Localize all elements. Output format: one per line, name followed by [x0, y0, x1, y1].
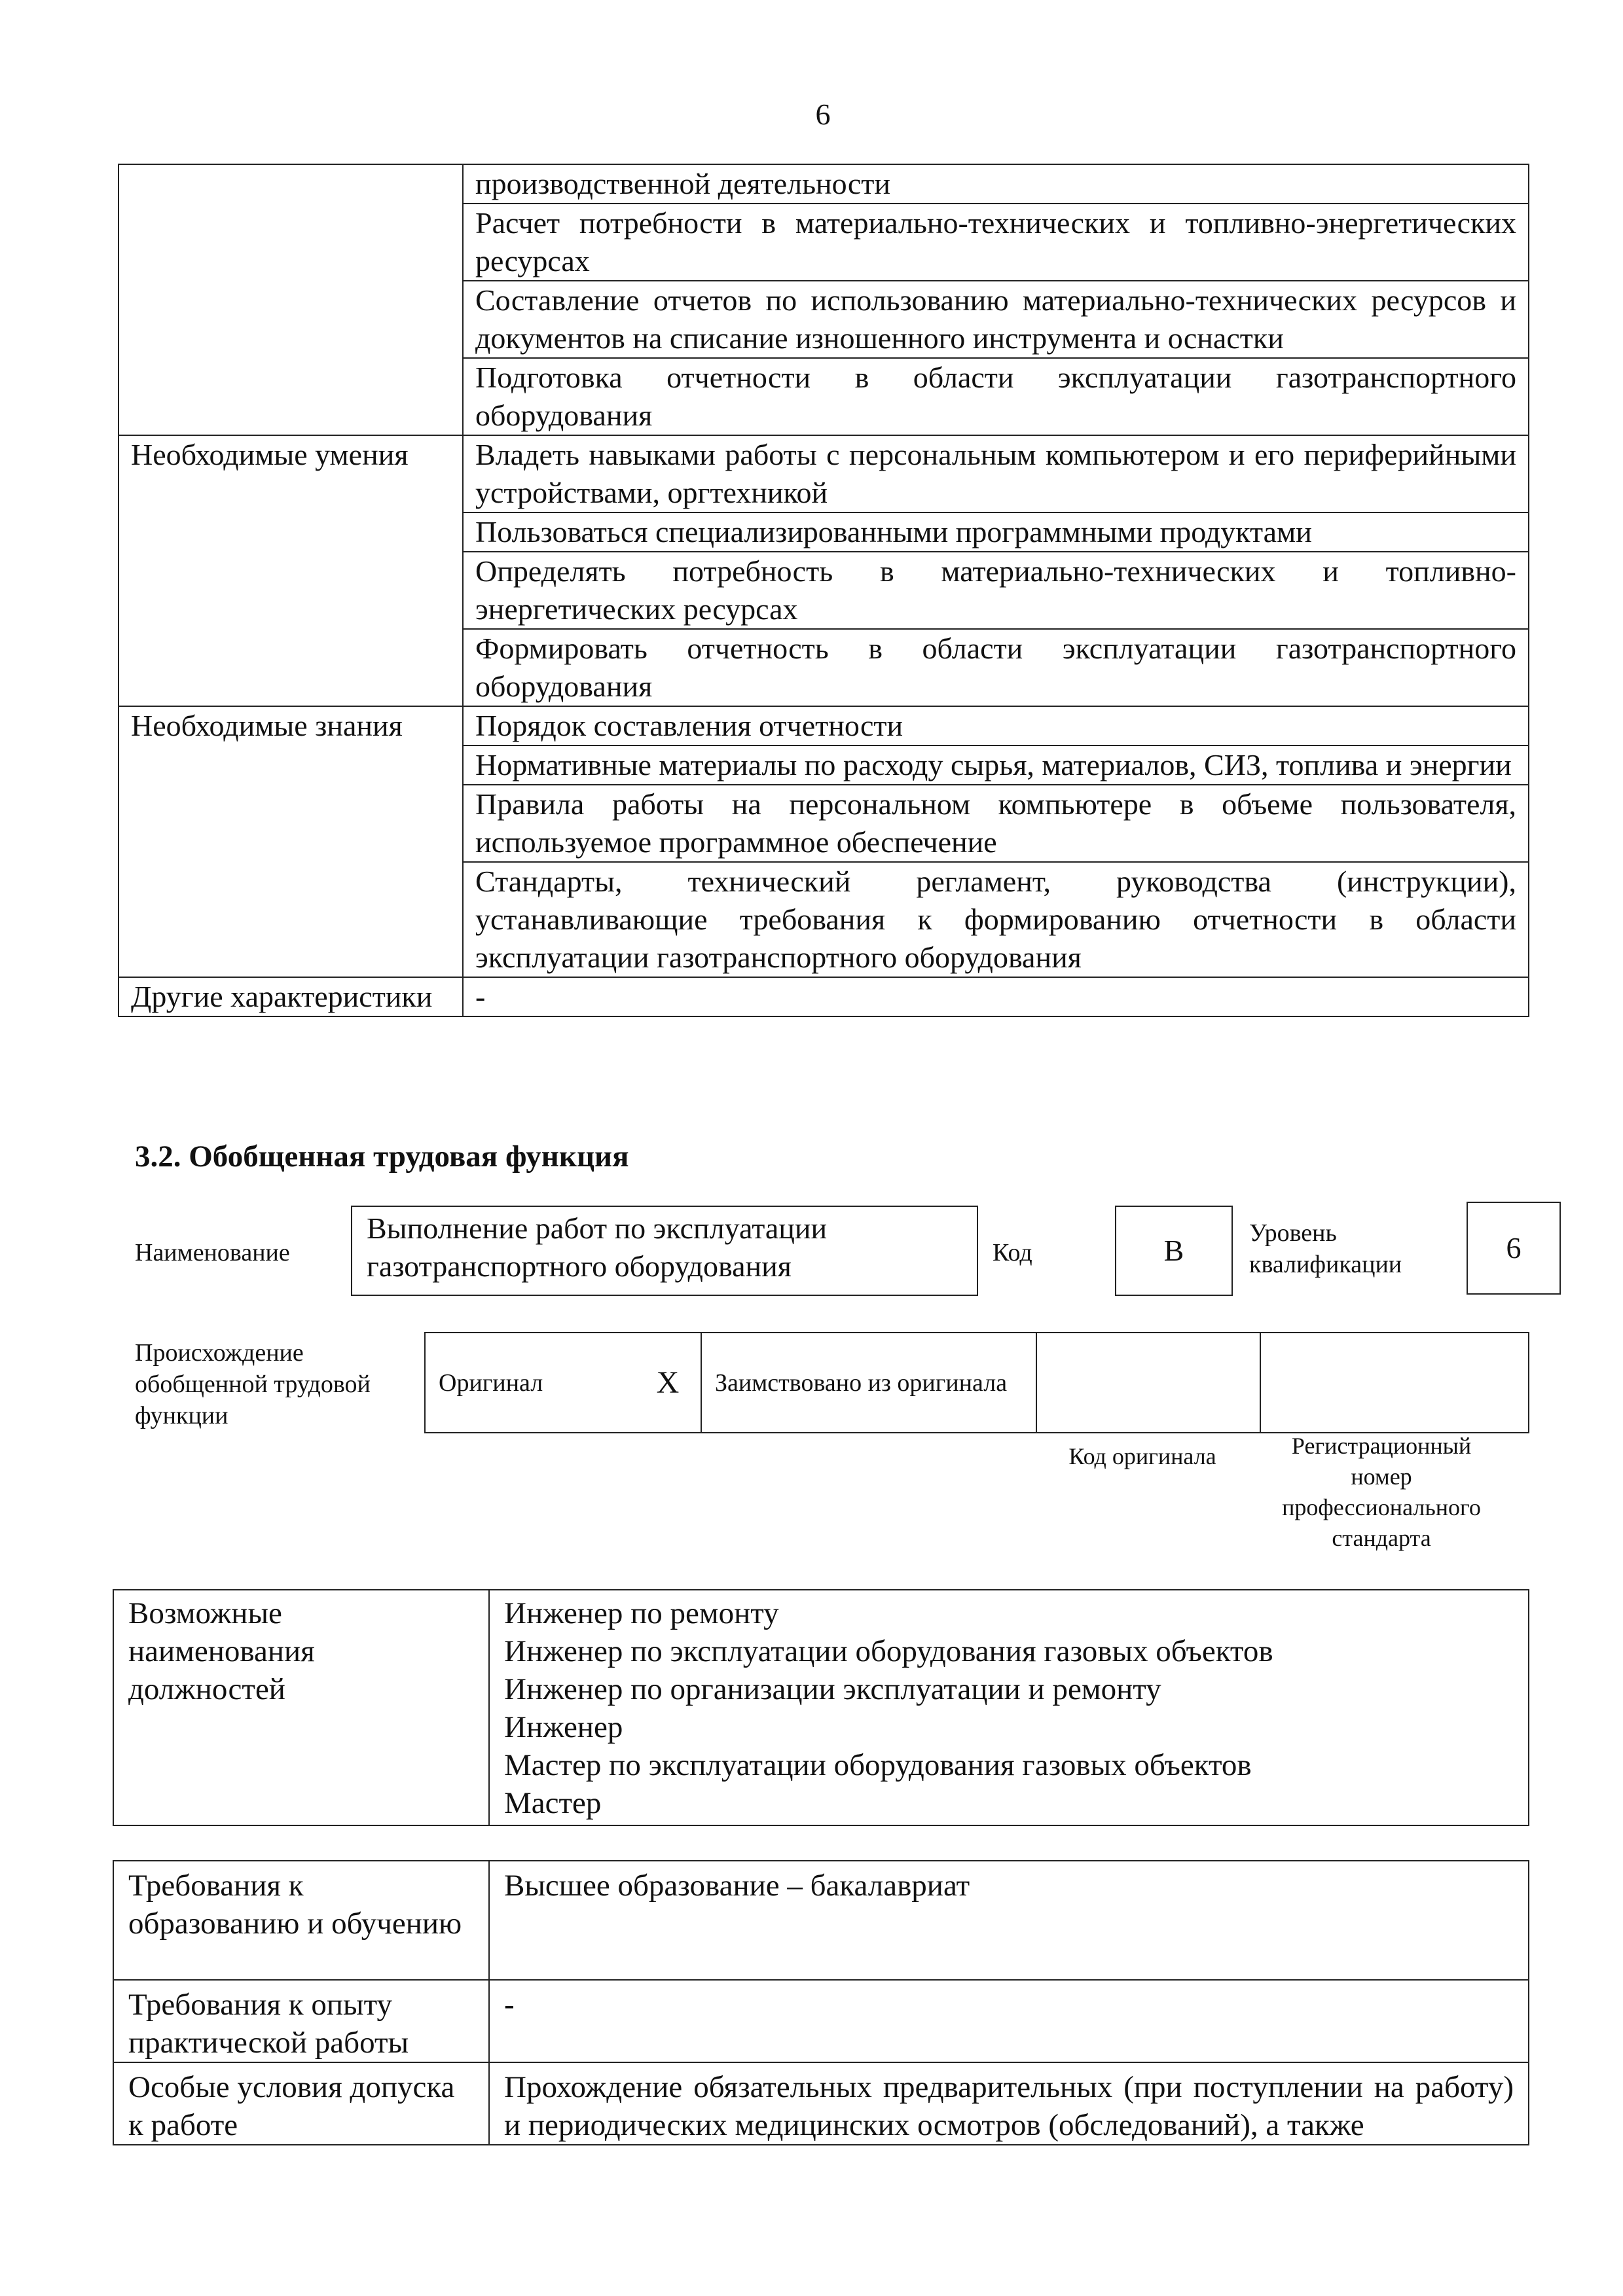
- table-cell: Порядок составления отчетности: [463, 706, 1529, 745]
- table-cell: Составление отчетов по использованию материально-технических ресурсов и документов на списание изношенного инструмента и оснастки: [463, 281, 1529, 358]
- name-value-box: Выполнение работ по эксплуатации газотранспортного оборудования: [351, 1206, 978, 1296]
- table-cell: Правила работы на персональном компьютере в объеме пользователя, используемое программное обеспечение: [463, 785, 1529, 862]
- list-item: Инженер по организации эксплуатации и ремонту: [504, 1672, 1161, 1706]
- row-label-skills: Необходимые умения: [119, 435, 463, 706]
- section-heading: 3.2. Обобщенная трудовая функция: [135, 1139, 629, 1174]
- list-item: Инженер по ремонту: [504, 1596, 779, 1630]
- table-cell: Пользоваться специализированными программными продуктами: [463, 512, 1529, 552]
- original-label: Оригинал: [425, 1333, 635, 1433]
- table-cell: Подготовка отчетности в области эксплуатации газотранспортного оборудования: [463, 358, 1529, 435]
- skills-knowledge-table: [118, 164, 1529, 1017]
- origin-table: [424, 1332, 1529, 1433]
- table-cell: Определять потребность в материально-технических и топливно-энергетических ресурсах: [463, 552, 1529, 629]
- code-caption: Код оригинала: [1068, 1443, 1216, 1469]
- level-label: Уровень квалификации: [1249, 1219, 1402, 1278]
- table-cell: -: [463, 977, 1529, 1016]
- list-item: Инженер по эксплуатации оборудования газовых объектов: [504, 1634, 1273, 1668]
- page-number: 6: [815, 98, 831, 131]
- req-value: Прохождение обязательных предварительных (при поступлении на работу) и периодических медицинских осмотров (обследований), а также: [489, 2062, 1529, 2145]
- level-value-box: 6: [1467, 1202, 1561, 1295]
- code-value-box: B: [1115, 1206, 1233, 1296]
- job-titles-label: Возможные наименования должностей: [113, 1590, 489, 1825]
- req-value: Высшее образование – бакалавриат: [489, 1861, 1529, 1980]
- req-label: Особые условия допуска к работе: [113, 2062, 489, 2145]
- original-code-cell: [1036, 1333, 1260, 1433]
- job-titles-table: [113, 1589, 1529, 1826]
- req-label: Требования к образованию и обучению: [113, 1861, 489, 1980]
- table-cell: Нормативные материалы по расходу сырья, материалов, СИЗ, топлива и энергии: [463, 745, 1529, 785]
- req-label: Требования к опыту практической работы: [113, 1980, 489, 2062]
- borrowed-label: Заимствовано из оригинала: [701, 1333, 1036, 1433]
- table-cell: Стандарты, технический регламент, руководства (инструкции), устанавливающие требования к формированию отчетности в области эксплуатации газотранспортного оборудования: [463, 862, 1529, 977]
- original-mark: X: [635, 1333, 701, 1433]
- row-label-knowledge: Необходимые знания: [119, 706, 463, 977]
- table-cell: Расчет потребности в материально-технических и топливно-энергетических ресурсах: [463, 204, 1529, 281]
- row-label-other: Другие характеристики: [119, 977, 463, 1016]
- origin-label: Происхождение обобщенной трудовой функции: [135, 1339, 371, 1429]
- list-item: Мастер по эксплуатации оборудования газовых объектов: [504, 1748, 1252, 1782]
- requirements-table: [113, 1860, 1529, 2145]
- row-label-empty: [119, 164, 463, 435]
- code-label: Код: [993, 1239, 1032, 1266]
- table-cell: Формировать отчетность в области эксплуатации газотранспортного оборудования: [463, 629, 1529, 706]
- table-cell: Владеть навыками работы с персональным компьютером и его периферийными устройствами, оргтехникой: [463, 435, 1529, 512]
- job-titles-list: [489, 1590, 1529, 1825]
- reg-number-cell: [1260, 1333, 1529, 1433]
- list-item: Мастер: [504, 1786, 602, 1820]
- table-cell: производственной деятельности: [463, 164, 1529, 204]
- name-label: Наименование: [135, 1239, 290, 1266]
- req-value: -: [489, 1980, 1529, 2062]
- reg-caption: Регистрационный номер профессионального стандарта: [1282, 1433, 1481, 1551]
- list-item: Инженер: [504, 1710, 623, 1744]
